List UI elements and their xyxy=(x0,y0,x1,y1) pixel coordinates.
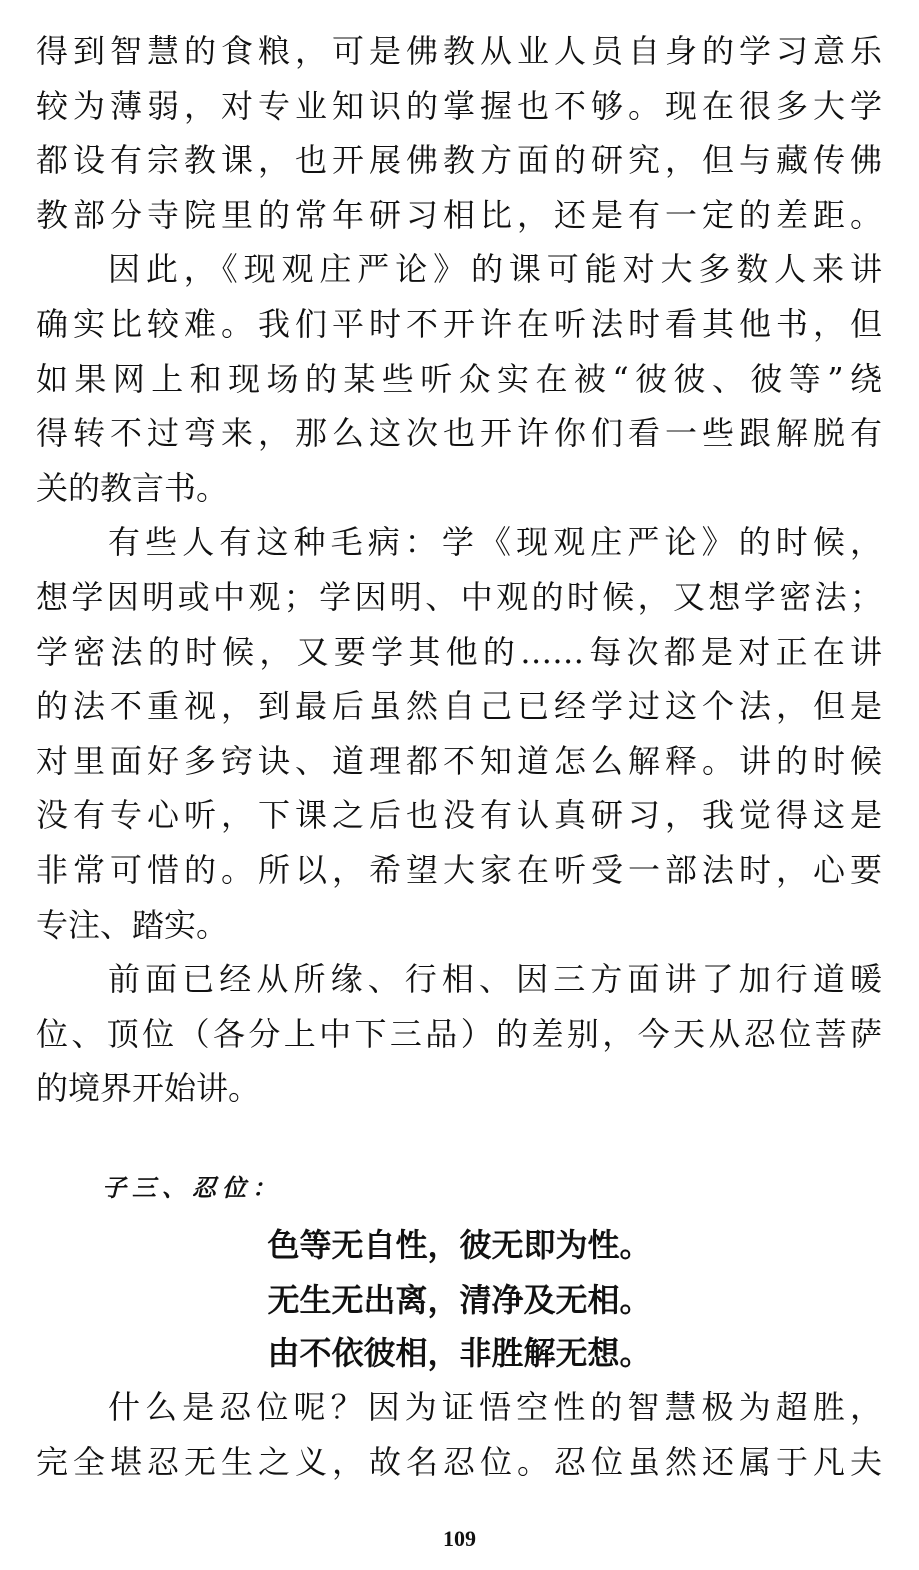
text-line: 对里面好多窍诀、道理都不知道怎么解释。讲的时候 xyxy=(36,741,882,780)
commentary-text xyxy=(36,1380,882,1489)
text-line: 没有专心听，下课之后也没有认真研习，我觉得这是 xyxy=(36,796,882,835)
text-line: 得到智慧的食粮，可是佛教从业人员自身的学习意乐 xyxy=(36,32,882,70)
text-line: 完全堪忍无生之义，故名忍位。忍位虽然还属于凡夫 xyxy=(36,1442,882,1481)
text-line: 位、顶位（各分上中下三品）的差别，今天从忍位菩萨 xyxy=(36,1014,882,1053)
text-line: 都设有宗教课，也开展佛教方面的研究，但与藏传佛 xyxy=(36,141,882,180)
text-line: 得转不过弯来，那么这次也开许你们看一些跟解脱有 xyxy=(36,414,882,453)
text-line: 什么是忍位呢？因为证悟空性的智慧极为超胜， xyxy=(108,1388,882,1426)
text-line: 较为薄弱，对专业知识的掌握也不够。现在很多大学 xyxy=(36,86,882,125)
verse-line: 色等无自性，彼无即为性。 xyxy=(267,1226,652,1264)
text-line: 教部分寺院里的常年研习相比，还是有一定的差距。 xyxy=(36,195,882,234)
text-line: 的法不重视，到最后虽然自己已经学过这个法，但是 xyxy=(36,687,882,726)
text-line: 学密法的时候，又要学其他的……每次都是对正在讲 xyxy=(36,632,882,671)
text-line: 的境界开始讲。 xyxy=(36,1069,261,1108)
text-line: 关的教言书。 xyxy=(36,468,229,507)
text-line: 确实比较难。我们平时不开许在听法时看其他书，但 xyxy=(36,304,882,343)
text-line: 专注、踏实。 xyxy=(36,905,229,944)
section-heading: 子三、忍位： xyxy=(102,1173,282,1202)
text-line: 非常可惜的。所以，希望大家在听受一部法时，心要 xyxy=(36,850,882,889)
text-line: 前面已经从所缘、行相、因三方面讲了加行道暖 xyxy=(108,960,882,999)
text-line: 想学因明或中观；学因明、中观的时候，又想学密法； xyxy=(36,577,882,616)
text-line: 如果网上和现场的某些听众实在被“彼彼、彼等”绕 xyxy=(36,359,882,398)
page-number: 109 xyxy=(443,1526,476,1551)
verse-line: 由不依彼相，非胜解无想。 xyxy=(267,1334,652,1372)
body-text xyxy=(36,24,882,1116)
text-line: 有些人有这种毛病：学《现观庄严论》的时候， xyxy=(108,523,882,562)
verse-line: 无生无出离，清净及无相。 xyxy=(267,1281,652,1319)
text-line: 因此，《现观庄严论》的课可能对大多数人来讲 xyxy=(108,250,882,289)
